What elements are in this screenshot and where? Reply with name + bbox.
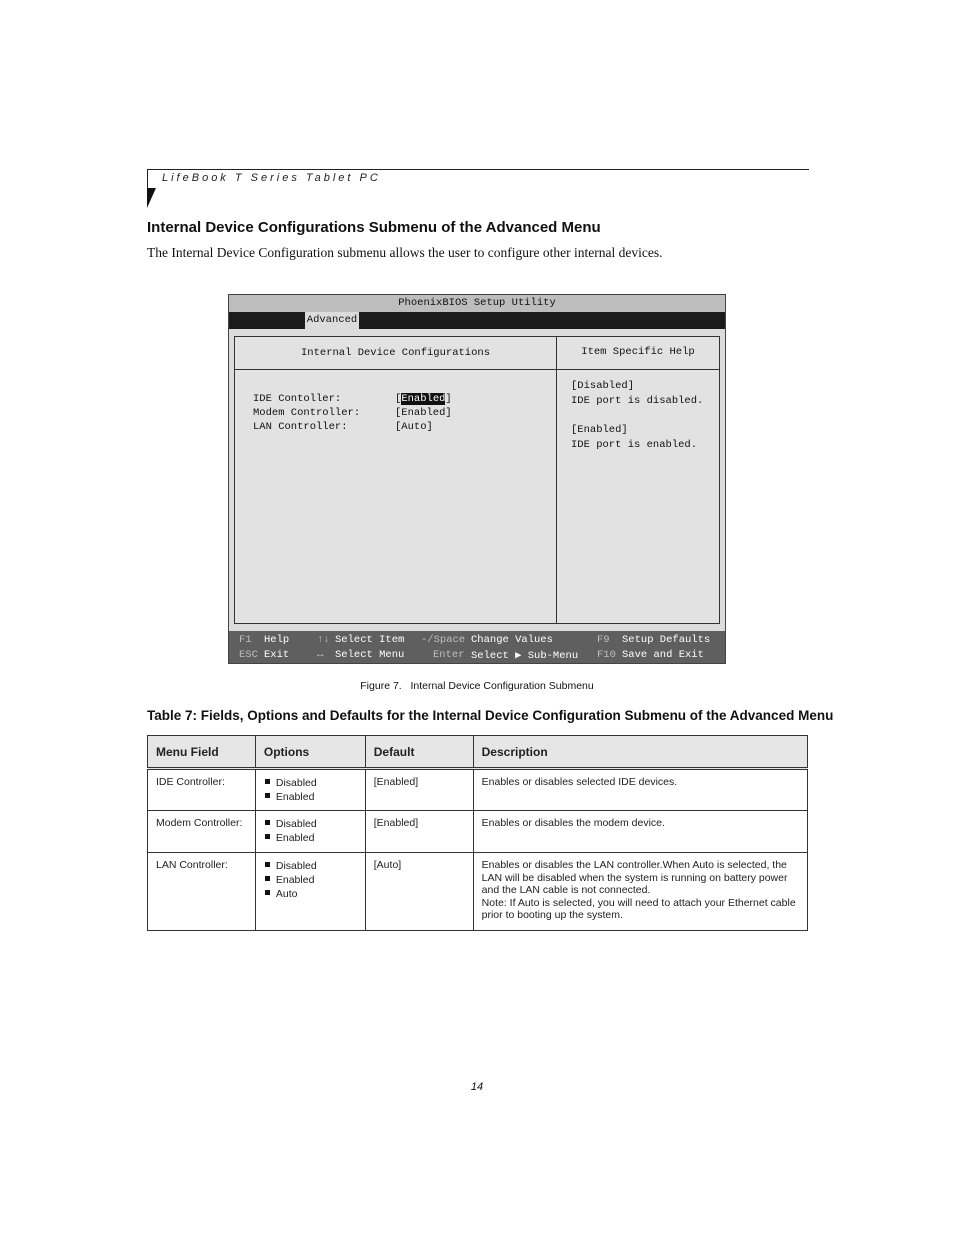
column-header: Default — [365, 736, 473, 769]
default-cell: [Enabled] — [365, 811, 473, 853]
table-row — [148, 769, 808, 811]
header-triangle-icon — [147, 188, 156, 208]
bios-help-line: IDE port is enabled. — [571, 439, 698, 451]
bios-vertical-divider — [556, 337, 557, 623]
column-header: Description — [473, 736, 807, 769]
key-f10-label: Save and Exit — [622, 649, 704, 661]
description-cell — [473, 769, 807, 811]
bios-tab-advanced[interactable]: Advanced — [305, 312, 359, 329]
key-f1: F1 — [239, 634, 252, 646]
running-header: LifeBook T Series Tablet PC — [162, 172, 381, 184]
option-item: Disabled — [264, 859, 357, 873]
column-header: Options — [255, 736, 365, 769]
description-cell — [473, 811, 807, 853]
key-enter: Enter — [433, 649, 465, 661]
table-title: Table 7: Fields, Options and Defaults for the Internal Device Configuration Submenu of the Advanced Menu — [147, 708, 834, 723]
table-row — [148, 853, 808, 931]
bios-title: PhoenixBIOS Setup Utility — [229, 295, 725, 313]
bios-item-lan-value[interactable]: [Auto] — [395, 421, 433, 433]
bios-help-line: [Enabled] — [571, 424, 628, 436]
bios-horizontal-divider — [235, 369, 719, 370]
figure-caption: Figure 7. Internal Device Configuration Submenu — [360, 680, 594, 692]
section-title: Internal Device Configurations Submenu of the Advanced Menu — [147, 219, 601, 236]
bios-item-ide-value[interactable]: [Enabled] — [395, 393, 452, 405]
key-esc: ESC — [239, 649, 258, 661]
option-item: Disabled — [264, 817, 357, 831]
bios-item-modem-label: Modem Controller: — [253, 407, 361, 419]
bios-menubar — [229, 312, 725, 329]
menu-field-cell: Modem Controller: — [148, 811, 256, 853]
bios-panel — [234, 336, 720, 624]
description-note: Note: If Auto is selected, you will need to attach your Ethernet cable prior to booting up the system. — [481, 896, 796, 921]
table-row — [148, 811, 808, 853]
bios-panel-title: Internal Device Configurations — [300, 347, 491, 359]
option-item: Disabled — [264, 776, 357, 790]
key-enter-label: Select ▶ Sub-Menu — [471, 650, 579, 662]
key-esc-label: Exit — [264, 649, 290, 661]
bios-help-line: [Disabled] — [571, 380, 635, 392]
options-cell — [255, 853, 365, 931]
header-tick — [147, 169, 148, 188]
default-cell: [Enabled] — [365, 769, 473, 811]
default-cell: [Auto] — [365, 853, 473, 931]
key-space-label: Change Values — [471, 634, 553, 646]
key-f9-label: Setup Defaults — [622, 634, 711, 646]
menu-field-cell: LAN Controller: — [148, 853, 256, 931]
menu-field-cell: IDE Controller: — [148, 769, 256, 811]
bios-item-ide-label: IDE Contoller: — [253, 393, 342, 405]
options-table — [147, 735, 808, 931]
bios-footer — [229, 631, 725, 663]
key-updown-label: Select Item — [335, 634, 405, 646]
options-cell — [255, 811, 365, 853]
option-item: Enabled — [264, 873, 357, 887]
key-f10: F10 — [597, 649, 616, 661]
key-space: -/Space — [421, 634, 466, 646]
key-f9: F9 — [597, 634, 610, 646]
description-text: Enables or disables the modem device. — [481, 817, 665, 829]
bios-item-modem-value[interactable]: [Enabled] — [395, 407, 452, 419]
header-rule — [147, 169, 809, 170]
description-cell — [473, 853, 807, 931]
key-f1-label: Help — [264, 634, 290, 646]
option-item: Enabled — [264, 831, 357, 845]
option-item: Enabled — [264, 790, 357, 804]
key-leftright-label: Select Menu — [335, 649, 405, 661]
bios-help-line: IDE port is disabled. — [571, 395, 704, 407]
intro-paragraph: The Internal Device Configuration submenu allows the user to configure other internal devices. — [147, 245, 663, 260]
description-text: Enables or disables the LAN controller.When Auto is selected, the LAN will be disabled when the system is running on battery power and the LAN cable is not connected. — [481, 859, 788, 896]
column-header: Menu Field — [148, 736, 256, 769]
page-number: 14 — [470, 1081, 484, 1093]
options-cell — [255, 769, 365, 811]
bios-item-lan-label: LAN Controller: — [253, 421, 348, 433]
option-item: Auto — [264, 887, 357, 901]
bios-screen — [228, 294, 726, 664]
key-leftright: ↔ — [317, 649, 324, 661]
table-header-row — [148, 736, 808, 769]
description-text: Enables or disables selected IDE devices. — [481, 776, 678, 788]
bios-help-title: Item Specific Help — [581, 346, 695, 358]
key-updown: ↑↓ — [317, 634, 330, 646]
